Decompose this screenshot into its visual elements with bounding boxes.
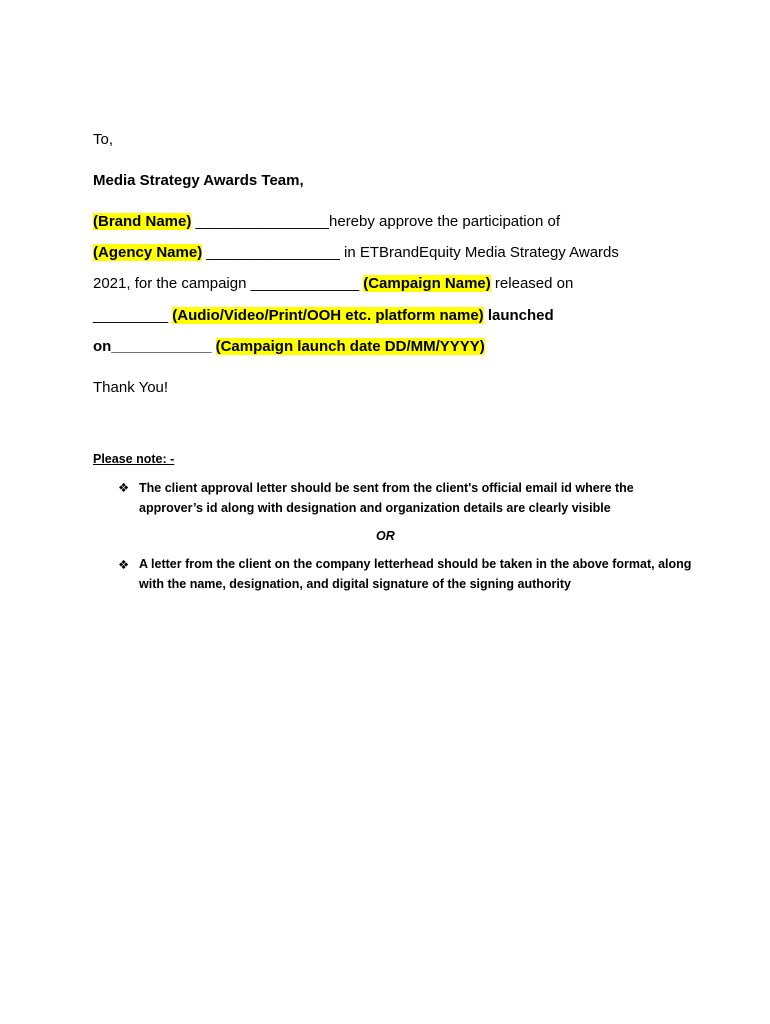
agency-name-placeholder: (Agency Name): [93, 244, 203, 261]
brand-name-placeholder: (Brand Name): [93, 213, 192, 230]
note-item-2: A letter from the client on the company letterhead should be taken in the above format, along with the name, designation, and digital signature of the signing authority: [139, 557, 692, 591]
line-4-text: _________: [93, 307, 173, 324]
bullet-diamond-icon: ❖: [118, 558, 130, 572]
letter-line-1: [93, 212, 560, 232]
letter-line-3: [93, 274, 573, 294]
line-4-text-after: launched: [483, 307, 554, 324]
note-item-1: The client approval letter should be sent from the client's official email id where the approver’s id along with designation and organization details are clearly visible: [139, 481, 634, 515]
campaign-name-placeholder: (Campaign Name): [363, 275, 491, 292]
notes-title: Please note: -: [93, 452, 175, 466]
salutation: To,: [93, 131, 114, 148]
recipient-line: Media Strategy Awards Team,: [93, 172, 304, 189]
platform-name-placeholder: (Audio/Video/Print/OOH etc. platform name): [172, 307, 484, 324]
letter-line-2: [93, 243, 619, 263]
launch-date-placeholder: (Campaign launch date DD/MM/YYYY): [215, 338, 485, 355]
line-3-text: 2021, for the campaign _____________: [93, 275, 364, 292]
letter-line-5: [93, 337, 485, 357]
line-3-text-after: released on: [490, 275, 574, 292]
bullet-diamond-icon: ❖: [118, 481, 130, 495]
or-separator: OR: [376, 529, 395, 543]
line-5-text: on____________: [93, 338, 216, 355]
line-1-text: ________________hereby approve the participation of: [191, 213, 560, 230]
closing: Thank You!: [93, 379, 169, 396]
letter-line-4: [93, 306, 554, 326]
line-2-text: ________________ in ETBrandEquity Media Strategy Awards: [202, 244, 619, 261]
